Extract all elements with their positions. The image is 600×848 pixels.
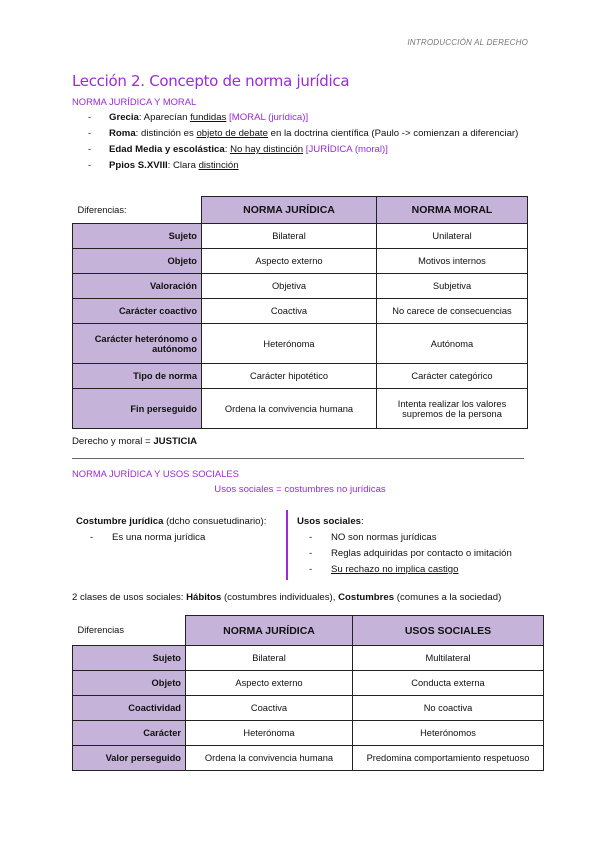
table-row — [73, 274, 528, 299]
usos-sociales-column — [286, 510, 536, 580]
section-subtitle: Usos sociales = costumbres no jurídicas — [214, 484, 386, 495]
table-cell: Multilateral — [353, 646, 544, 671]
table-cell: Motivos internos — [377, 249, 528, 274]
lesson-title: Lección 2. Concepto de norma jurídica — [72, 72, 350, 90]
table-row — [73, 224, 528, 249]
column-title: Usos sociales: — [297, 516, 364, 527]
table-cell: Subjetiva — [377, 274, 528, 299]
history-list — [88, 110, 528, 174]
list-item: - Roma: distinción es objeto de debate en la doctrina científica (Paulo -> comienzan a diferenciar) — [88, 126, 528, 142]
table-cell: Aspecto externo — [186, 671, 353, 696]
row-header: Carácter coactivo — [73, 299, 202, 324]
list-item: - NO son normas jurídicas — [309, 530, 536, 546]
table-cell: Heterónoma — [186, 721, 353, 746]
row-header: Carácter — [73, 721, 186, 746]
comparison-table-usos — [72, 615, 544, 771]
table-row — [73, 389, 528, 429]
row-header: Coactividad — [73, 696, 186, 721]
row-header: Fin perseguido — [73, 389, 202, 429]
table-row — [73, 249, 528, 274]
list-item: - Su rechazo no implica castigo — [309, 562, 536, 578]
table-cell: Coactiva — [202, 299, 377, 324]
column-header: NORMA JURÍDICA — [202, 197, 377, 224]
list-item: - Edad Media y escolástica: No hay distinción [JURÍDICA (moral)] — [88, 142, 528, 158]
table-row — [73, 671, 544, 696]
row-header: Sujeto — [73, 224, 202, 249]
table-row — [73, 299, 528, 324]
table-cell: Coactiva — [186, 696, 353, 721]
row-header: Tipo de norma — [73, 364, 202, 389]
table-cell: Ordena la convivencia humana — [202, 389, 377, 429]
list-item: - Reglas adquiridas por contacto o imitación — [309, 546, 536, 562]
table-cell: No coactiva — [353, 696, 544, 721]
row-header: Objeto — [73, 671, 186, 696]
row-header: Objeto — [73, 249, 202, 274]
table-cell: Objetiva — [202, 274, 377, 299]
table-cell: Predomina comportamiento respetuoso — [353, 746, 544, 771]
row-header: Valoración — [73, 274, 202, 299]
table-cell: No carece de consecuencias — [377, 299, 528, 324]
table-cell: Bilateral — [202, 224, 377, 249]
table-cell: Autónoma — [377, 324, 528, 364]
table-cell: Carácter categórico — [377, 364, 528, 389]
column-header: USOS SOCIALES — [353, 616, 544, 646]
section-title-usos: NORMA JURÍDICA Y USOS SOCIALES — [72, 468, 239, 479]
comparison-table-moral — [72, 196, 528, 429]
column-header: NORMA JURÍDICA — [186, 616, 353, 646]
list-item: - Grecia: Aparecían fundidas [MORAL (jurídica)] — [88, 110, 528, 126]
table-row — [73, 721, 544, 746]
table-row — [73, 324, 528, 364]
row-header: Carácter heterónomo o autónomo — [73, 324, 202, 364]
table-row — [73, 646, 544, 671]
table-cell: Conducta externa — [353, 671, 544, 696]
table-cell: Unilateral — [377, 224, 528, 249]
usos-classes-note: 2 clases de usos sociales: Hábitos (costumbres individuales), Costumbres (comunes a la sociedad) — [72, 592, 502, 603]
row-header: Valor perseguido — [73, 746, 186, 771]
list-item: - Es una norma jurídica — [90, 530, 282, 546]
costumbre-juridica-column — [76, 514, 282, 546]
page-header: INTRODUCCIÓN AL DERECHO — [407, 38, 528, 47]
table-corner-label: Diferencias — [77, 625, 125, 636]
table-row — [73, 696, 544, 721]
table-row — [73, 364, 528, 389]
justice-note: Derecho y moral = JUSTICIA — [72, 436, 198, 447]
table-cell: Carácter hipotético — [202, 364, 377, 389]
table-corner-label: Diferencias: — [77, 204, 127, 215]
table-cell: Heterónomos — [353, 721, 544, 746]
table-cell: Aspecto externo — [202, 249, 377, 274]
table-row — [73, 746, 544, 771]
table-cell: Heterónoma — [202, 324, 377, 364]
column-title: Costumbre jurídica (dcho consuetudinario): — [76, 516, 267, 527]
table-cell: Intenta realizar los valores supremos de la persona — [377, 389, 528, 429]
column-header: NORMA MORAL — [377, 197, 528, 224]
table-cell: Ordena la convivencia humana — [186, 746, 353, 771]
table-cell: Bilateral — [186, 646, 353, 671]
row-header: Sujeto — [73, 646, 186, 671]
section-divider — [72, 458, 524, 459]
section-title-moral: NORMA JURÍDICA Y MORAL — [72, 96, 197, 107]
list-item: - Ppios S.XVIII: Clara distinción — [88, 158, 528, 174]
